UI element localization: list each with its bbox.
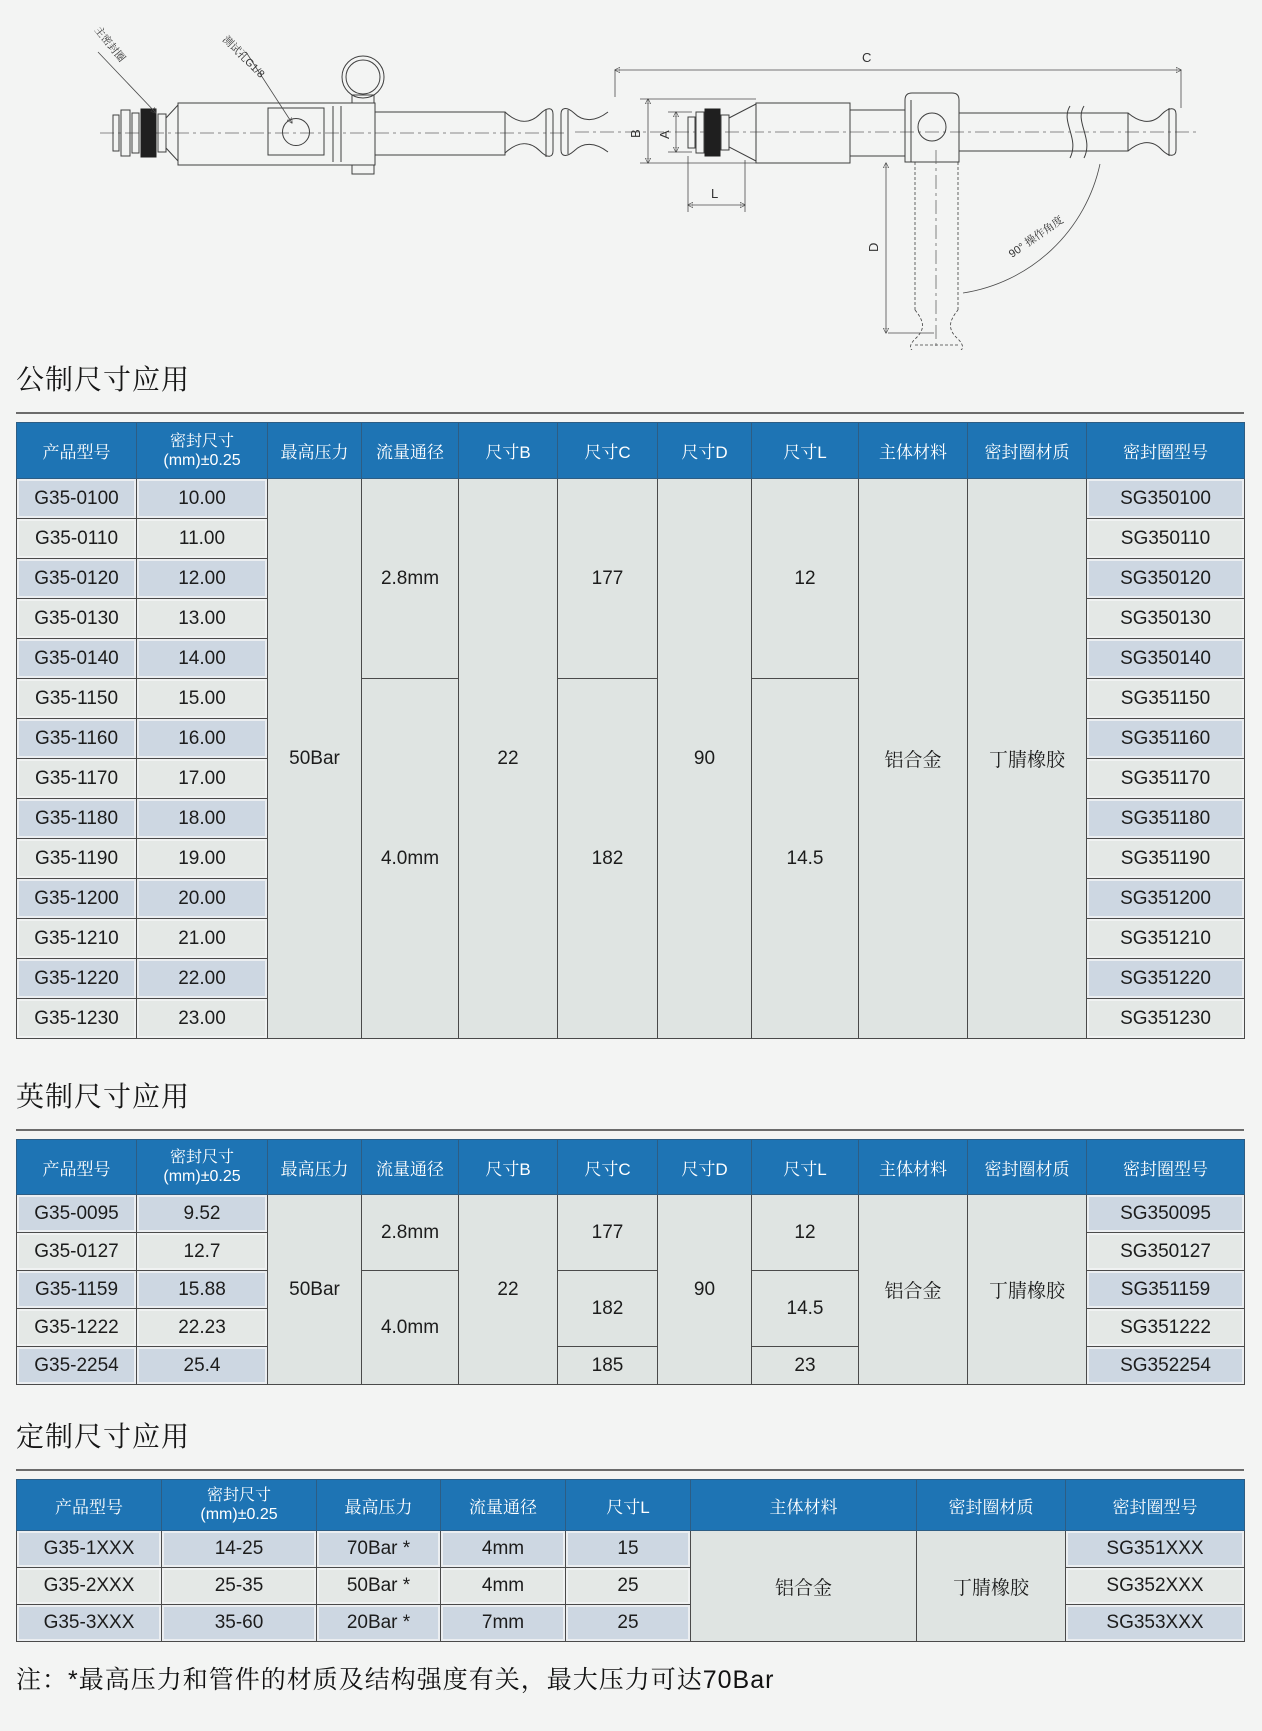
col-header-seal-size: 密封尺寸 (mm)±0.25: [162, 1480, 317, 1531]
drawing-dimension-view: [561, 50, 1198, 350]
cell-ring: SG350110: [1087, 519, 1245, 559]
cell-size: 16.00: [137, 719, 268, 759]
cell-flow: 7mm: [441, 1605, 566, 1642]
cell-dim-c: 185: [558, 1347, 658, 1385]
cell-dim-c: 177: [558, 1195, 658, 1271]
cell-size: 17.00: [137, 759, 268, 799]
col-header-dim-b: 尺寸B: [459, 423, 558, 479]
cell-model: G35-1200: [17, 879, 137, 919]
cell-seal-material: 丁腈橡胶: [968, 479, 1087, 1039]
cell-flow: 2.8mm: [362, 1195, 459, 1271]
cell-ring: SG351160: [1087, 719, 1245, 759]
cell-size: 14-25: [162, 1531, 317, 1568]
custom-section-title: 定制尺寸应用: [16, 1421, 191, 1452]
col-header-seal-size: 密封尺寸 (mm)±0.25: [137, 1140, 268, 1195]
cell-ring: SG351222: [1087, 1309, 1245, 1347]
dim-l-label: L: [711, 186, 719, 201]
cell-size: 14.00: [137, 639, 268, 679]
cell-model: G35-1230: [17, 999, 137, 1039]
seal-ring-label: 主密封圈: [91, 24, 128, 65]
cell-model: G35-1150: [17, 679, 137, 719]
section-rule: [16, 412, 1244, 414]
cell-flow: 4.0mm: [362, 679, 459, 1039]
col-header-ring-model: 密封圈型号: [1087, 423, 1245, 479]
col-header-dim-c: 尺寸C: [558, 423, 658, 479]
cell-ring: SG351170: [1087, 759, 1245, 799]
cell-ring: SG351230: [1087, 999, 1245, 1039]
col-header-dim-c: 尺寸C: [558, 1140, 658, 1195]
cell-ring: SG351150: [1087, 679, 1245, 719]
col-header-seal-material: 密封圈材质: [917, 1480, 1066, 1531]
cell-dim-l: 14.5: [752, 679, 859, 1039]
cell-size: 15.88: [137, 1271, 268, 1309]
dim-d-label: D: [866, 242, 881, 252]
arc-angle-label: 90° 操作角度: [1006, 214, 1066, 261]
cell-size: 12.7: [137, 1233, 268, 1271]
col-header-dim-l: 尺寸L: [566, 1480, 691, 1531]
cell-ring: SG350095: [1087, 1195, 1245, 1233]
footnote: 注：*最高压力和管件的材质及结构强度有关，最大压力可达70Bar: [16, 1666, 775, 1694]
cell-size: 21.00: [137, 919, 268, 959]
cell-ring: SG351180: [1087, 799, 1245, 839]
cell-size: 25.4: [137, 1347, 268, 1385]
cell-model: G35-0120: [17, 559, 137, 599]
col-header-body-material: 主体材料: [859, 423, 968, 479]
cell-dim-c: 177: [558, 479, 658, 679]
col-header-dim-d: 尺寸D: [658, 423, 752, 479]
cell-dim-l: 12: [752, 479, 859, 679]
cell-body-material: 铝合金: [859, 1195, 968, 1385]
col-header-dim-l: 尺寸L: [752, 1140, 859, 1195]
cell-dim-l: 12: [752, 1195, 859, 1271]
cell-seal-material: 丁腈橡胶: [968, 1195, 1087, 1385]
section-rule: [16, 1129, 1244, 1131]
cell-size: 20.00: [137, 879, 268, 919]
cell-dim-l: 15: [566, 1531, 691, 1568]
cell-dim-d: 90: [658, 1195, 752, 1385]
col-header-flow: 流量通径: [362, 423, 459, 479]
table-row: [17, 1531, 1245, 1568]
test-port-label: 测试孔G1/8: [219, 33, 267, 81]
cell-dim-l: 23: [752, 1347, 859, 1385]
cell-flow: 4.0mm: [362, 1271, 459, 1385]
cell-ring: SG350140: [1087, 639, 1245, 679]
col-header-model: 产品型号: [17, 1480, 162, 1531]
col-header-ring-model: 密封圈型号: [1087, 1140, 1245, 1195]
cell-pressure: 20Bar *: [317, 1605, 441, 1642]
cell-size: 13.00: [137, 599, 268, 639]
dim-c-label: C: [862, 50, 872, 65]
cell-pressure: 70Bar *: [317, 1531, 441, 1568]
cell-model: G35-0130: [17, 599, 137, 639]
cell-dim-l: 14.5: [752, 1271, 859, 1347]
cell-ring: SG351XXX: [1066, 1531, 1245, 1568]
col-header-seal-material: 密封圈材质: [968, 423, 1087, 479]
col-header-body-material: 主体材料: [859, 1140, 968, 1195]
col-header-seal-size: 密封尺寸 (mm)±0.25: [137, 423, 268, 479]
section-rule: [16, 1469, 1244, 1471]
cell-pressure: 50Bar *: [317, 1568, 441, 1605]
cell-model: G35-2XXX: [17, 1568, 162, 1605]
col-header-model: 产品型号: [17, 1140, 137, 1195]
cell-size: 23.00: [137, 999, 268, 1039]
cell-ring: SG350100: [1087, 479, 1245, 519]
cell-ring: SG350130: [1087, 599, 1245, 639]
dim-a-label: A: [657, 130, 672, 139]
col-header-dim-l: 尺寸L: [752, 423, 859, 479]
col-header-pressure: 最高压力: [268, 1140, 362, 1195]
cell-flow: 4mm: [441, 1568, 566, 1605]
cell-model: G35-1180: [17, 799, 137, 839]
col-header-dim-b: 尺寸B: [459, 1140, 558, 1195]
cell-ring: SG351220: [1087, 959, 1245, 999]
imperial-table: [16, 1139, 1245, 1385]
cell-model: G35-1222: [17, 1309, 137, 1347]
cell-size: 22.00: [137, 959, 268, 999]
cell-model: G35-1190: [17, 839, 137, 879]
cell-ring: SG352XXX: [1066, 1568, 1245, 1605]
cell-pressure: 50Bar: [268, 479, 362, 1039]
cell-model: G35-0110: [17, 519, 137, 559]
cell-seal-material: 丁腈橡胶: [917, 1531, 1066, 1642]
cell-model: G35-0095: [17, 1195, 137, 1233]
col-header-flow: 流量通径: [441, 1480, 566, 1531]
col-header-seal-material: 密封圈材质: [968, 1140, 1087, 1195]
col-header-flow: 流量通径: [362, 1140, 459, 1195]
header-row: [17, 423, 1245, 479]
cell-size: 22.23: [137, 1309, 268, 1347]
cell-size: 25-35: [162, 1568, 317, 1605]
custom-table: [16, 1479, 1245, 1642]
technical-drawings: [0, 0, 1262, 350]
col-header-body-material: 主体材料: [691, 1480, 917, 1531]
cell-dim-l: 25: [566, 1605, 691, 1642]
cell-ring: SG350127: [1087, 1233, 1245, 1271]
metric-table: [16, 422, 1245, 1039]
cell-size: 9.52: [137, 1195, 268, 1233]
cell-body-material: 铝合金: [691, 1531, 917, 1642]
cell-ring: SG352254: [1087, 1347, 1245, 1385]
cell-model: G35-3XXX: [17, 1605, 162, 1642]
drawing-side-view: [92, 24, 566, 174]
cell-model: G35-1170: [17, 759, 137, 799]
cell-ring: SG351159: [1087, 1271, 1245, 1309]
col-header-model: 产品型号: [17, 423, 137, 479]
cell-size: 12.00: [137, 559, 268, 599]
cell-ring: SG351190: [1087, 839, 1245, 879]
cell-dim-d: 90: [658, 479, 752, 1039]
col-header-pressure: 最高压力: [317, 1480, 441, 1531]
cell-flow: 2.8mm: [362, 479, 459, 679]
imperial-section-title: 英制尺寸应用: [16, 1081, 191, 1112]
cell-model: G35-0100: [17, 479, 137, 519]
col-header-ring-model: 密封圈型号: [1066, 1480, 1245, 1531]
cell-flow: 4mm: [441, 1531, 566, 1568]
cell-dim-c: 182: [558, 1271, 658, 1347]
cell-model: G35-0140: [17, 639, 137, 679]
cell-model: G35-1XXX: [17, 1531, 162, 1568]
cell-size: 10.00: [137, 479, 268, 519]
metric-section-title: 公制尺寸应用: [16, 364, 191, 395]
cell-pressure: 50Bar: [268, 1195, 362, 1385]
header-row: [17, 1140, 1245, 1195]
cell-dim-b: 22: [459, 479, 558, 1039]
cell-dim-c: 182: [558, 679, 658, 1039]
col-header-dim-d: 尺寸D: [658, 1140, 752, 1195]
cell-dim-b: 22: [459, 1195, 558, 1385]
cell-body-material: 铝合金: [859, 479, 968, 1039]
cell-ring: SG351200: [1087, 879, 1245, 919]
table-row: [17, 479, 1245, 519]
table-row: [17, 1195, 1245, 1233]
cell-model: G35-1210: [17, 919, 137, 959]
cell-model: G35-2254: [17, 1347, 137, 1385]
cell-size: 18.00: [137, 799, 268, 839]
cell-ring: SG353XXX: [1066, 1605, 1245, 1642]
cell-size: 19.00: [137, 839, 268, 879]
cell-model: G35-1160: [17, 719, 137, 759]
cell-dim-l: 25: [566, 1568, 691, 1605]
cell-model: G35-1220: [17, 959, 137, 999]
cell-size: 15.00: [137, 679, 268, 719]
cell-ring: SG350120: [1087, 559, 1245, 599]
col-header-pressure: 最高压力: [268, 423, 362, 479]
cell-ring: SG351210: [1087, 919, 1245, 959]
header-row: [17, 1480, 1245, 1531]
cell-size: 35-60: [162, 1605, 317, 1642]
cell-model: G35-0127: [17, 1233, 137, 1271]
cell-model: G35-1159: [17, 1271, 137, 1309]
cell-size: 11.00: [137, 519, 268, 559]
dim-b-label: B: [628, 129, 643, 138]
